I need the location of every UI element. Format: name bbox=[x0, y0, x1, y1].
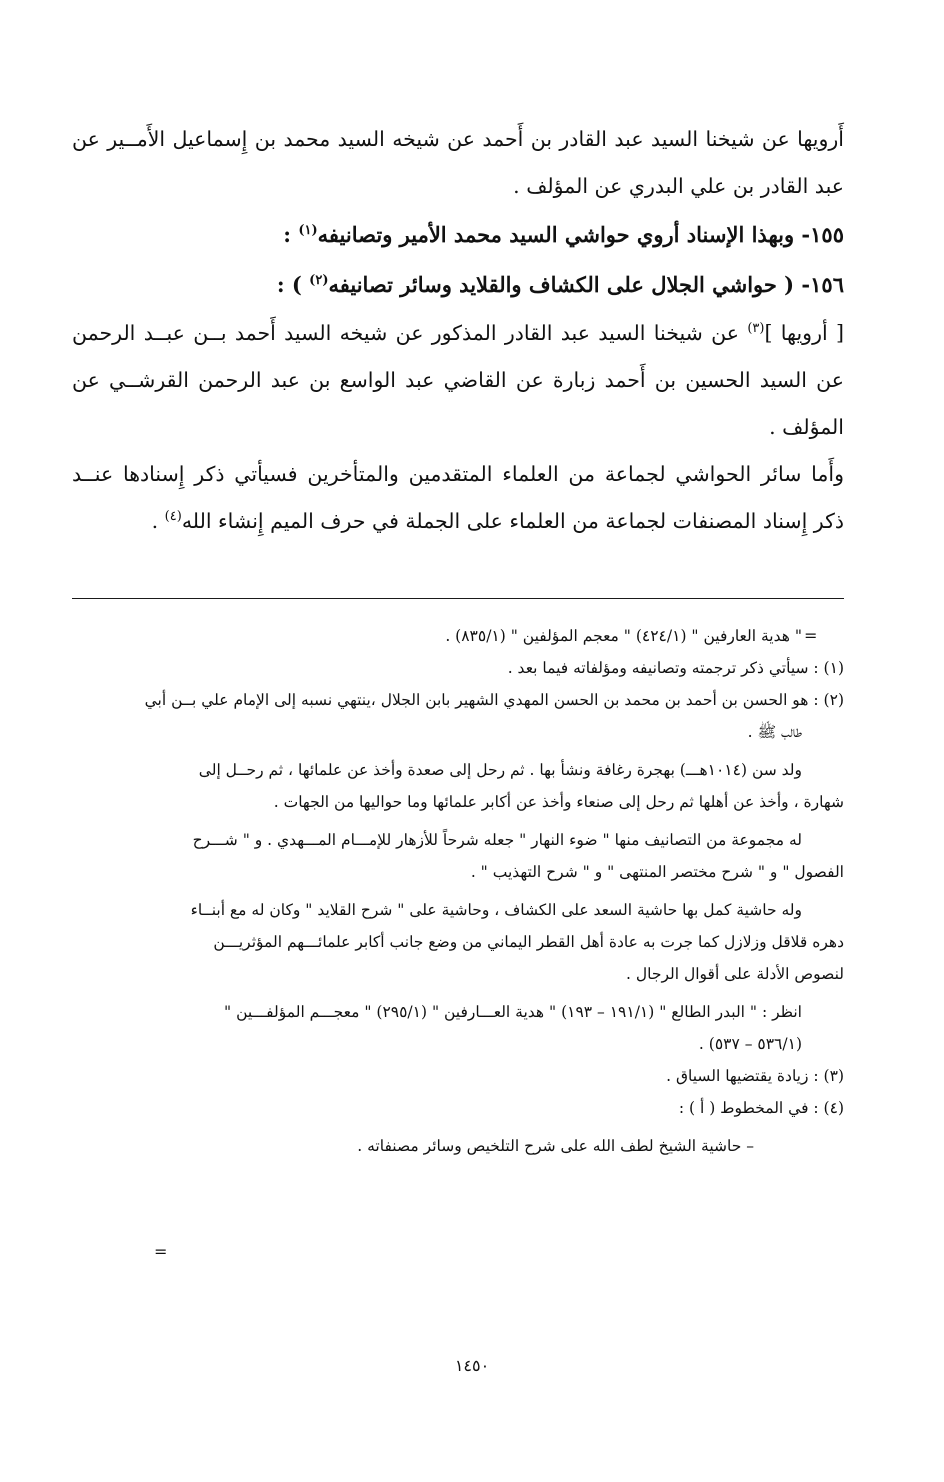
paragraph-3-text: وأَما سائر الحواشي لجماعة من العلماء المتقدمين والمتأخرين فسيأتي ذكر إِسنادها عنــد ذكر إِسناد المصنفات لجماعة من العلماء على الجملة في حرف الميم إِنشاء الله bbox=[72, 462, 844, 533]
footnote-2-para-hashiya bbox=[72, 894, 844, 990]
entry-155-title: ١٥٥- وبهذا الإسناد أروي حواشي السيد محمد الأمير وتصانيفه bbox=[317, 222, 844, 247]
footnote-ref-3[interactable]: (٣) bbox=[747, 321, 765, 337]
footnote-continuation bbox=[72, 620, 844, 652]
paragraph-3-tail: . bbox=[151, 509, 165, 533]
footnote-continuation-text: " هدية العارفين " (٤٢٤/١) " معجم المؤلفين " (٨٣٥/١) . bbox=[445, 627, 802, 645]
footnote-2-sources-line-1: انظر : " البدر الطالع " (١٩١/١ – ١٩٣) " هدية العـــارفين " (٢٩٥/١) " معجـــم المؤلفـــين " bbox=[224, 1003, 802, 1021]
page-number: ١٤٥٠ bbox=[454, 1356, 490, 1375]
footnote-4 bbox=[72, 1092, 844, 1124]
footnote-2-works-line-1: له مجموعة من التصانيف منها " ضوء النهار " جعله شرحاً للأزهار للإمـــام المـــهدي . و " شـــرح bbox=[192, 831, 802, 849]
footnote-ref-1[interactable]: (١) bbox=[298, 223, 318, 238]
footnote-2-hashiya-line-1: وله حاشية كمل بها حاشية السعد على الكشاف ، وحاشية على " شرح القلايد " وكان له مع أبنــاء bbox=[190, 901, 802, 919]
footnote-2-line-1: (٢) : هو الحسن بن أحمد بن محمد بن الحسن المهدي الشهير بابن الجلال ،ينتهي نسبه إلى الإمام علي بــن أبي bbox=[144, 691, 844, 709]
entry-156-heading bbox=[72, 260, 844, 310]
footnote-4-text: (٤) : في المخطوط ( أ ) : bbox=[678, 1099, 844, 1117]
footnote-1-text: (١) : سيأتي ذكر ترجمته وتصانيفه ومؤلفاته فيما بعد . bbox=[507, 659, 844, 677]
footnote-continuation-line bbox=[72, 620, 844, 652]
footnote-3-text: (٣) : زيادة يقتضيها السياق . bbox=[666, 1067, 844, 1085]
footnote-2-birth-line-1: ولد سن (١٠١٤هـــ) بهجرة رغافة ونشأ بها . ثم رحل إلى صعدة وأخذ عن علمائها ، ثم رحــل إلى bbox=[198, 761, 802, 779]
continuation-equals-mark: = bbox=[804, 626, 818, 645]
footnote-3 bbox=[72, 1060, 844, 1092]
footnote-4-sub-text: – حاشية الشيخ لطف الله على شرح التلخيص وسائر مصنفاته . bbox=[357, 1137, 754, 1155]
paragraph-2-start: [ أرويها ] bbox=[764, 321, 844, 345]
paragraph-2 bbox=[72, 310, 844, 451]
footnote-2-para-works bbox=[72, 824, 844, 888]
entry-156-title: ١٥٦- ( حواشي الجلال على الكشاف والقلايد وسائر تصانيفه bbox=[328, 272, 844, 297]
entry-156-tail: ) : bbox=[276, 272, 310, 297]
footnote-2-para-birth bbox=[72, 754, 844, 818]
footnote-2-works-line-2: الفصول " و " شرح مختصر المنتهى " و " شرح التهذيب " . bbox=[470, 863, 844, 881]
entry-155-heading bbox=[72, 210, 844, 260]
footnote-2-para-sources bbox=[72, 996, 844, 1060]
footnote-2-hashiya-line-3: لنصوص الأدلة على أقوال الرجال . bbox=[626, 965, 844, 983]
footnote-divider bbox=[72, 598, 844, 599]
footnote-1 bbox=[72, 652, 844, 684]
entry-155-tail: : bbox=[283, 222, 299, 247]
paragraph-2-text: عن شيخنا السيد عبد القادر المذكور عن شيخه السيد أَحمد بــن عبــد الرحمن عن السيد الحسين بن أَحمد زبارة عن القاضي عبد الواسع بن عبد الرحمن القرشــي عن المؤلف . bbox=[72, 321, 844, 439]
paragraph-1-text: أَرويها عن شيخنا السيد عبد القادر بن أَحمد عن شيخه السيد محمد بن إِسماعيل الأَمــير عن عبد القادر بن علي البدري عن المؤلف . bbox=[72, 127, 844, 198]
continues-equals-mark: = bbox=[154, 1242, 168, 1261]
main-text bbox=[72, 116, 844, 545]
footnote-2-sources-line-2: (٥٣٦/١ – ٥٣٧) . bbox=[698, 1035, 802, 1053]
paragraph-3 bbox=[72, 451, 844, 545]
footnote-2-birth-line-2: شهارة ، وأخذ عن أهلها ثم رحل إلى صنعاء وأخذ عن أكابر علمائها وما حواليها من الجهات . bbox=[273, 793, 844, 811]
footnote-2-line-2: طالب ﷺ . bbox=[747, 723, 802, 741]
footnote-ref-2[interactable]: (٢) bbox=[309, 273, 329, 288]
footnote-2-hashiya-line-2: دهره قلاقل وزلازل كما جرت به عادة أهل القطر اليماني من وضع جانب أكابر علمائـــهم المؤثريـــن bbox=[213, 933, 844, 951]
paragraph-1 bbox=[72, 116, 844, 210]
footnote-ref-4[interactable]: (٤) bbox=[164, 509, 182, 525]
footnotes bbox=[72, 620, 844, 1162]
footnote-4-sub bbox=[72, 1130, 844, 1162]
footnote-2 bbox=[72, 684, 844, 748]
